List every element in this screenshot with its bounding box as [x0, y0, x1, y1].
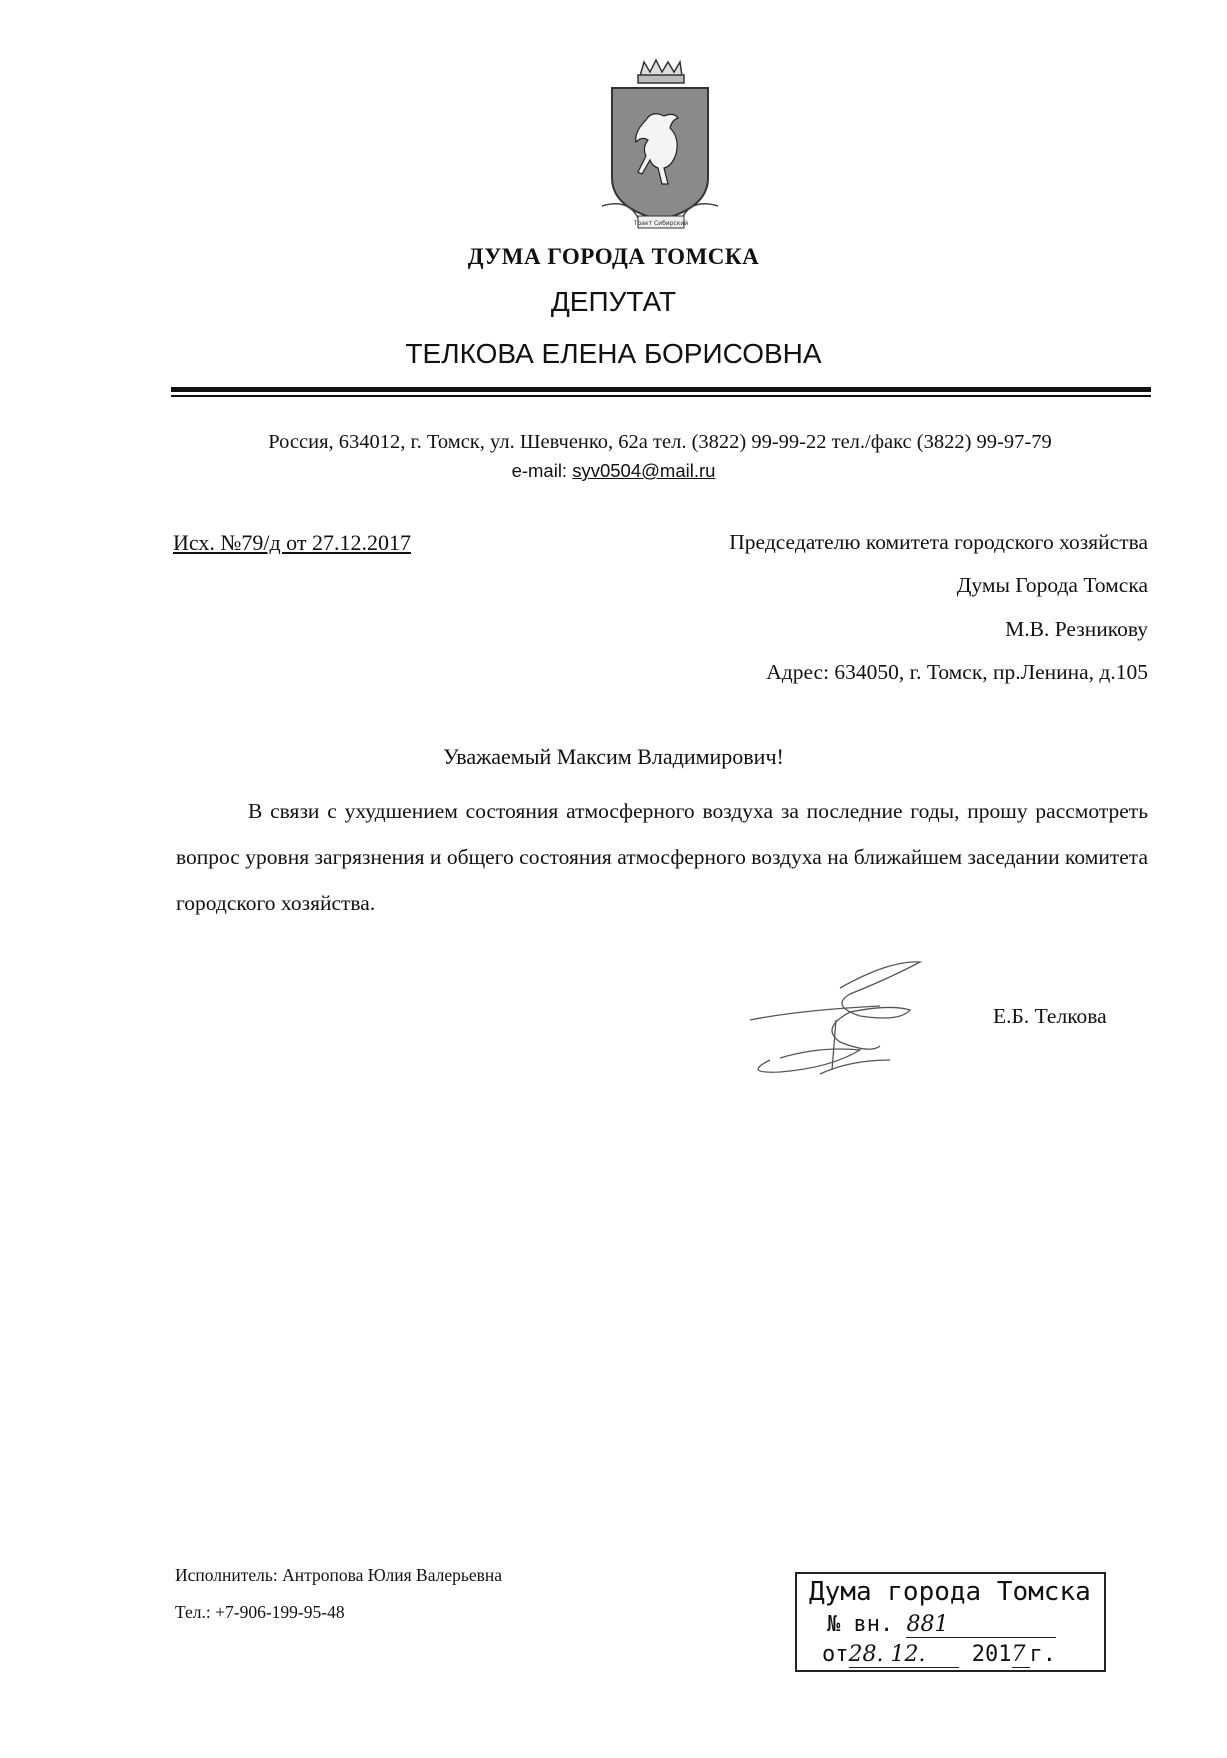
organization-title: ДУМА ГОРОДА ТОМСКА [467, 244, 760, 269]
email-label: e-mail: [511, 460, 573, 481]
executor: Исполнитель: Антропова Юлия Валерьевна [175, 1565, 503, 1585]
stamp-year-suffix: 7 [1012, 1642, 1030, 1668]
recipient-line-1: Председателю комитета городского хозяйства [729, 530, 1148, 554]
stamp-date-label: от [822, 1642, 849, 1667]
coat-of-arms-banner-text: Тракт Сибирский [633, 220, 689, 227]
stamp-number-row [827, 1612, 1056, 1638]
signatory-name: Е.Б. Телкова [993, 1004, 1107, 1028]
deputy-name: ТЕЛКОВА ЕЛЕНА БОРИСОВНА [405, 338, 822, 369]
letter-body [176, 788, 1148, 926]
recipient-line-2: Думы Города Томска [956, 573, 1148, 597]
stamp-year-unit: г. [1029, 1642, 1056, 1667]
stamp-date-value: 28. 12. [849, 1642, 959, 1668]
stamp-title: Дума города Томска [809, 1577, 1091, 1607]
handwritten-signature [740, 950, 930, 1080]
header-rule-thick [171, 387, 1151, 392]
coat-of-arms [598, 58, 722, 234]
letter-body-text: В связи с ухудшением состояния атмосферного воздуха за последние годы, прошу рассмотреть вопрос уровня загрязнения и общего состояния атмосферного воздуха на ближайшем заседании комитета городского хозяйства. [176, 799, 1148, 915]
salutation: Уважаемый Максим Владимирович! [443, 744, 784, 769]
stamp-number-label: № вн. [827, 1612, 894, 1637]
recipient-address: Адрес: 634050, г. Томск, пр.Ленина, д.105 [766, 660, 1148, 684]
stamp-year-prefix: 201 [971, 1642, 1012, 1667]
email-link[interactable]: syv0504@mail.ru [572, 460, 716, 481]
recipient-line-3: М.В. Резникову [1005, 617, 1148, 641]
stamp-date-row [822, 1642, 1056, 1668]
executor-phone: Тел.: +7-906-199-95-48 [175, 1602, 345, 1622]
stamp-number-value: 881 [906, 1612, 1056, 1638]
contact-address: Россия, 634012, г. Томск, ул. Шевченко, 62а тел. (3822) 99-99-22 тел./факс (3822) 99-97-79 [268, 431, 1052, 453]
registration-stamp [795, 1572, 1106, 1672]
contact-email [0, 460, 1227, 482]
deputy-role: ДЕПУТАТ [550, 286, 677, 317]
outgoing-number: Исх. №79/д от 27.12.2017 [173, 530, 411, 555]
header-rule-thin [171, 395, 1151, 397]
